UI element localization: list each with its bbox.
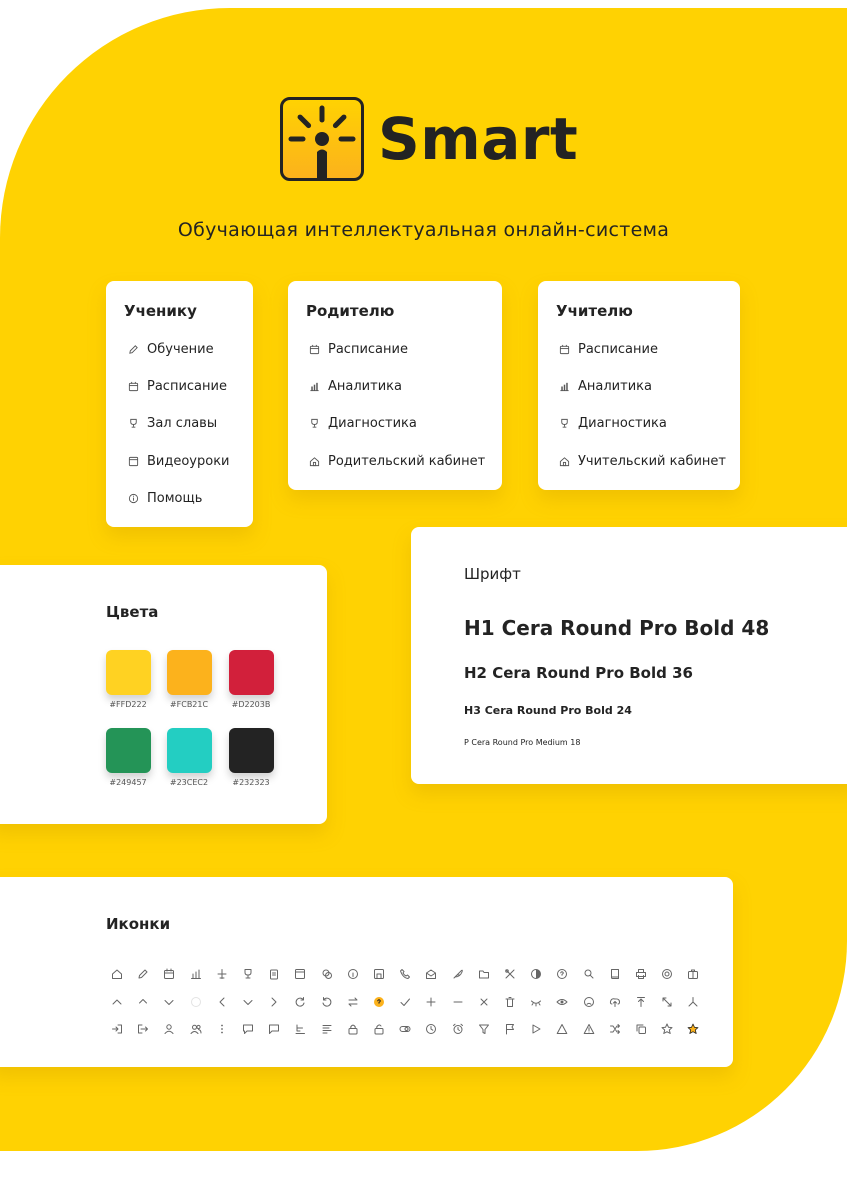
chart-icon [309,381,320,392]
clock-icon [424,1022,438,1036]
book-icon [608,967,622,981]
teacher-item-diagnostics[interactable] [559,416,667,431]
pencil-icon [136,967,150,981]
color-swatch [229,650,274,695]
video-icon [128,456,139,467]
sad-face-icon [582,995,596,1009]
parent-item-analytics[interactable] [309,379,402,394]
shuffle-icon [608,1022,622,1036]
parent-item-diagnostics[interactable] [309,416,417,431]
feather-icon [451,967,465,981]
menu-item-label: Диагностика [578,416,667,431]
font-sample-paragraph: P Cera Round Pro Medium 18 [464,738,581,747]
plus-icon [424,995,438,1009]
menu-item-label: Обучение [147,342,214,357]
parent-menu-title: Родителю [306,302,395,320]
redo-icon [293,995,307,1009]
parent-menu-card [288,281,502,490]
phone-icon [398,967,412,981]
chart-icon [559,381,570,392]
tagline: Обучающая интеллектуальная онлайн-система [177,219,670,241]
help-active-icon [372,995,386,1009]
trophy-icon [128,418,139,429]
minus-icon [451,995,465,1009]
calendar-icon [128,381,139,392]
color-hex-label: #23CEC2 [169,778,209,787]
users-icon [189,1022,203,1036]
teacher-menu-card [538,281,740,490]
menu-item-label: Расписание [578,342,658,357]
login-icon [110,1022,124,1036]
warning-icon [582,1022,596,1036]
color-hex-label: #232323 [232,778,270,787]
search-icon [582,967,596,981]
menu-item-label: Аналитика [328,379,402,394]
unlock-icon [372,1022,386,1036]
student-item-hall-of-fame[interactable] [128,416,217,431]
arrow-up-icon [136,995,150,1009]
trophy-icon [309,418,320,429]
parent-item-cabinet[interactable] [309,454,485,469]
filter-icon [477,1022,491,1036]
chevron-down-icon [241,995,255,1009]
student-item-learning[interactable] [128,342,214,357]
info-icon [346,967,360,981]
trophy-icon [559,418,570,429]
menu-item-label: Расписание [328,342,408,357]
more-vertical-icon [215,1022,229,1036]
calendar-icon [559,344,570,355]
menu-item-label: Расписание [147,379,227,394]
colors-title: Цвета [106,603,159,621]
chevron-right-icon [267,995,281,1009]
student-menu-title: Ученику [124,302,197,320]
clipboard-icon [267,967,281,981]
target-icon [660,967,674,981]
briefcase-icon [686,967,700,981]
color-swatch [167,728,212,773]
teacher-menu-title: Учителю [556,302,633,320]
menu-item-label: Видеоуроки [147,454,230,469]
fonts-title: Шрифт [464,565,521,583]
swap-icon [346,995,360,1009]
sun-person-icon [280,97,364,181]
play-icon [529,1022,543,1036]
menu-item-label: Родительский кабинет [328,454,486,469]
student-menu-card [106,281,253,527]
airplane-icon [215,967,229,981]
lock-icon [346,1022,360,1036]
mail-open-icon [424,967,438,981]
color-swatch [106,650,151,695]
collapse-icon [686,995,700,1009]
color-hex-label: #249457 [109,778,147,787]
font-sample-h3: H3 Cera Round Pro Bold 24 [464,704,632,717]
icons-title: Иконки [106,915,171,933]
info-icon [128,493,139,504]
comment-icon [241,1022,255,1036]
trophy-icon [241,967,255,981]
expand-icon [660,995,674,1009]
teacher-item-analytics[interactable] [559,379,652,394]
color-swatch [106,728,151,773]
chart-icon [189,967,203,981]
menu-item-label: Диагностика [328,416,417,431]
calendar-icon [309,344,320,355]
check-icon [398,995,412,1009]
copy-icon [634,1022,648,1036]
color-hex-label: #D2203B [231,700,271,709]
tools-icon [503,967,517,981]
flag-icon [503,1022,517,1036]
logout-icon [136,1022,150,1036]
menu-item-label: Зал славы [147,416,218,431]
menu-item-label: Учительский кабинет [578,454,726,469]
coins-icon [320,967,334,981]
contrast-icon [529,967,543,981]
color-swatch [167,650,212,695]
printer-icon [634,967,648,981]
alarm-icon [451,1022,465,1036]
teacher-item-cabinet[interactable] [559,454,726,469]
window-icon [293,967,307,981]
trash-icon [503,995,517,1009]
color-swatch [229,728,274,773]
folder-icon [477,967,491,981]
menu-item-label: Помощь [147,491,203,506]
align-icon [320,1022,334,1036]
brand-name: Smart [378,105,579,173]
star-filled-icon [686,1022,700,1036]
icons-card [0,877,733,1067]
chevron-up-icon [110,995,124,1009]
star-icon [660,1022,674,1036]
eye-icon [555,995,569,1009]
message-icon [267,1022,281,1036]
closed-eye-icon [529,995,543,1009]
parent-item-schedule[interactable] [309,342,408,357]
font-sample-h1: H1 Cera Round Pro Bold 48 [464,616,770,640]
student-item-help[interactable] [128,491,202,506]
pencil-icon [128,344,139,355]
student-item-schedule[interactable] [128,379,227,394]
colors-card [0,565,327,824]
home-icon [559,456,570,467]
bar-rank-icon [293,1022,307,1036]
color-hex-label: #FFD222 [109,700,147,709]
menu-item-label: Аналитика [578,379,652,394]
teacher-item-schedule[interactable] [559,342,658,357]
toggle-icon [398,1022,412,1036]
user-icon [162,1022,176,1036]
close-icon [477,995,491,1009]
fonts-card [411,527,847,784]
download-icon [634,995,648,1009]
undo-icon [320,995,334,1009]
upload-icon [608,995,622,1009]
chevron-left-icon [215,995,229,1009]
home-icon [309,456,320,467]
home-icon [110,967,124,981]
help-icon [555,967,569,981]
color-hex-label: #FCB21C [169,700,209,709]
save-icon [372,967,386,981]
chevron-down-icon [162,995,176,1009]
circle-icon [189,995,203,1009]
triangle-icon [555,1022,569,1036]
calendar-icon [162,967,176,981]
font-sample-h2: H2 Cera Round Pro Bold 36 [464,664,693,682]
student-item-video-lessons[interactable] [128,454,230,469]
brand-logo [280,97,578,181]
